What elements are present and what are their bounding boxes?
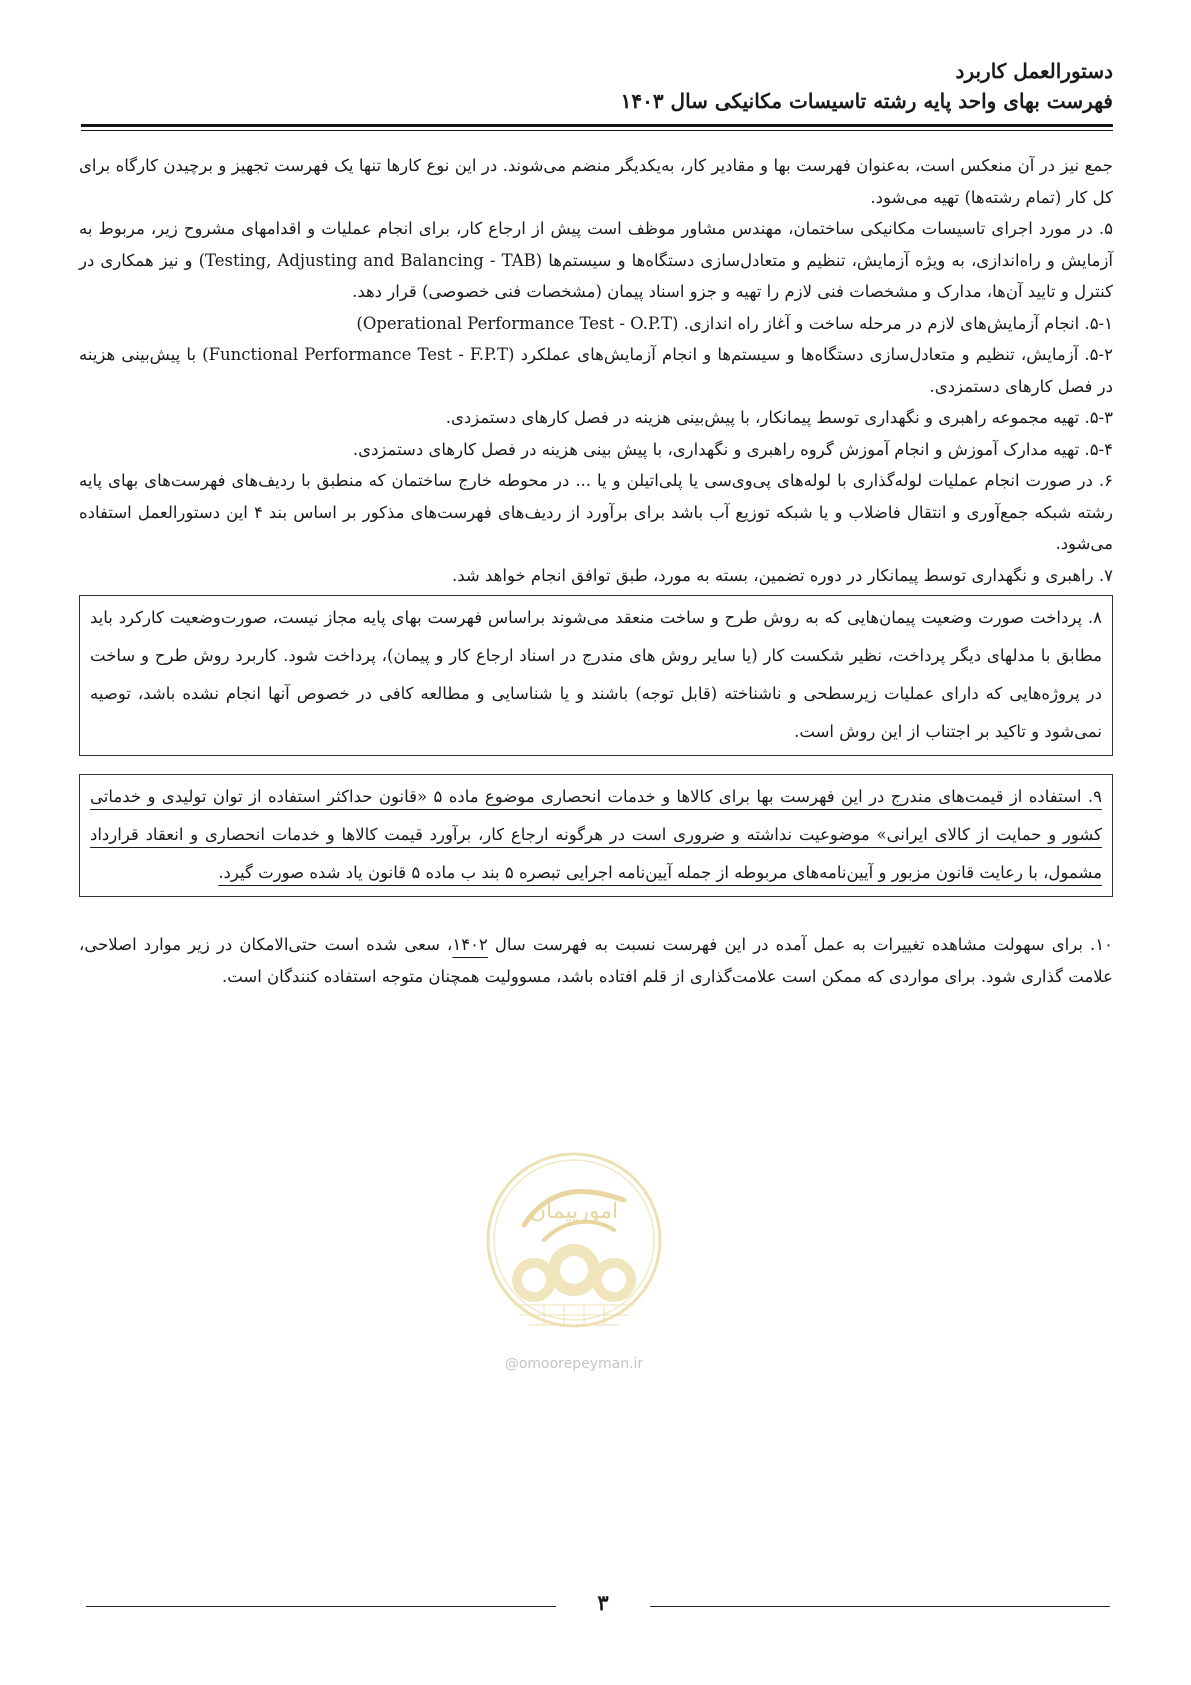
paragraph-5-3: ۵-۳. تهیه مجموعه راهبری و نگهداری توسط پیمانکار، با پیش‌بینی هزینه در فصل کارهای دستمزدی. <box>445 408 1113 427</box>
watermark-logo <box>484 1140 664 1380</box>
paragraph-5: ۵. در مورد اجرای تاسیسات مکانیکی ساختمان، مهندس مشاور موظف است پیش از ارجاع کار، برای انجام عملیات و اقدامهای مشروح زیر، مربوط به آزمایش و راه‌اندازی، به ویژه آزمایش، تنظیم و متعادل‌سازی دستگاه‌ها و سیستم‌ها (Testing, Adjusting and Balancing - TAB) و نیز همکاری در کنترل و تایید آن‌ها، مدارک و مشخصات فنی لازم را تهیه و جزو اسناد پیمان (مشخصات فنی خصوصی) قرار دهد. <box>79 219 1113 301</box>
header-rule-thin <box>81 130 1113 131</box>
paragraph-intro: جمع نیز در آن منعکس است، به‌عنوان فهرست بها و مقادیر کار، به‌یکدیگر منضم می‌شوند. در این نوع کارها تنها یک فهرست تجهیز و برچیدن کارگاه برای کل کار (تمام رشته‌ها) تهیه می‌شود. <box>79 156 1113 207</box>
document-body <box>79 150 1113 992</box>
watermark-seal-icon <box>484 1140 664 1350</box>
boxed-note-9 <box>79 774 1113 897</box>
paragraph-5-2: ۵-۲. آزمایش، تنظیم و متعادل‌سازی دستگاه‌ها و سیستم‌ها و انجام آزمایش‌های عملکرد (Functional Performance Test - F.P.T) با پیش‌بینی هزینه در فصل کارهای دستمزدی. <box>79 345 1113 396</box>
paragraph-5-4: ۵-۴. تهیه مدارک آموزش و انجام آموزش گروه راهبری و نگهداری، با پیش بینی هزینه در فصل کارهای دستمزدی. <box>352 439 1113 459</box>
paragraph-9: ۹. استفاده از قیمت‌های مندرج در این فهرست بها برای کالاها و خدمات انحصاری موضوع ماده ۵ «قانون حداکثر استفاده از توان تولیدی و خدماتی کشور و حمایت از کالای ایرانی» موضوعیت نداشته و ضروری است در هرگونه ارجاع کار، برآورد قیمت کالاها و خدمات انحصاری و انعقاد قرارداد مشمول، با رعایت قانون مزبور و آیین‌نامه‌های مربوطه از جمله آیین‌نامه اجرایی تبصره ۵ بند ب ماده ۵ قانون یاد شده صورت گیرد. <box>90 787 1103 882</box>
watermark-logo-text: امورپیمان <box>529 1199 619 1224</box>
paragraph-10-year: ۱۴۰۲ <box>452 935 488 954</box>
footer-rule-left <box>86 1606 556 1607</box>
paragraph-5-1: ۵-۱. انجام آزمایش‌های لازم در مرحله ساخت و آغاز راه اندازی. (Operational Performance Test - O.P.T) <box>356 313 1113 333</box>
paragraph-10-end: ، سعی شده است حتی‌الامکان در زیر موارد اصلاحی، علامت گذاری شود. برای مواردی که ممکن است علامت‌گذاری از قلم افتاده باشد، مسوولیت همچنان متوجه استفاده کنندگان است. <box>79 935 1113 986</box>
footer-rule-right <box>650 1606 1110 1607</box>
header-rule-thick <box>81 124 1113 127</box>
page-header <box>83 56 1113 116</box>
boxed-note-8 <box>79 595 1113 756</box>
watermark-url: @omoorepeyman.ir <box>504 1356 644 1372</box>
paragraph-8: ۸. پرداخت صورت وضعیت پیمان‌هایی که به روش طرح و ساخت منعقد می‌شوند براساس فهرست بهای پایه مجاز نیست، صورت‌وضعیت کارکرد باید مطابق با مدلهای دیگر پرداخت، نظیر شکست کار (یا سایر روش های مندرج در اسناد ارجاع کار و پیمان)، پرداخت شود. کاربرد روش طرح و ساخت در پروژه‌هایی که دارای عملیات زیرسطحی و ناشناخته (قابل توجه) باشند و یا شناسایی و مطالعه کافی در خصوص آنها انجام نشده باشد، توصیه نمی‌شود و تاکید بر اجتناب از این روش است. <box>90 608 1102 741</box>
paragraph-10-start: ۱۰. برای سهولت مشاهده تغییرات به عمل آمده در این فهرست نسبت به فهرست سال <box>487 935 1113 954</box>
header-subtitle: فهرست بهای واحد پایه رشته تاسیسات مکانیکی سال ۱۴۰۳ <box>620 89 1113 113</box>
paragraph-6: ۶. در صورت انجام عملیات لوله‌گذاری با لوله‌های پی‌وی‌سی یا پلی‌اتیلن و یا ... در محوطه خارج ساختمان که منطبق با ردیف‌های فهرست‌های بهای پایه رشته شبکه جمع‌آوری و انتقال فاضلاب و یا شبکه توزیع آب باشد برای برآورد از ردیف‌های فهرست‌های مذکور بر اساس بند ۴ این دستورالعمل استفاده می‌شود. <box>79 471 1113 553</box>
paragraph-10 <box>79 929 1113 992</box>
page-number: ۳ <box>597 1590 609 1615</box>
header-title: دستورالعمل کاربرد <box>955 59 1113 83</box>
paragraph-7: ۷. راهبری و نگهداری توسط پیمانکار در دوره تضمین، بسته به مورد، طبق توافق انجام خواهد شد. <box>452 565 1113 585</box>
